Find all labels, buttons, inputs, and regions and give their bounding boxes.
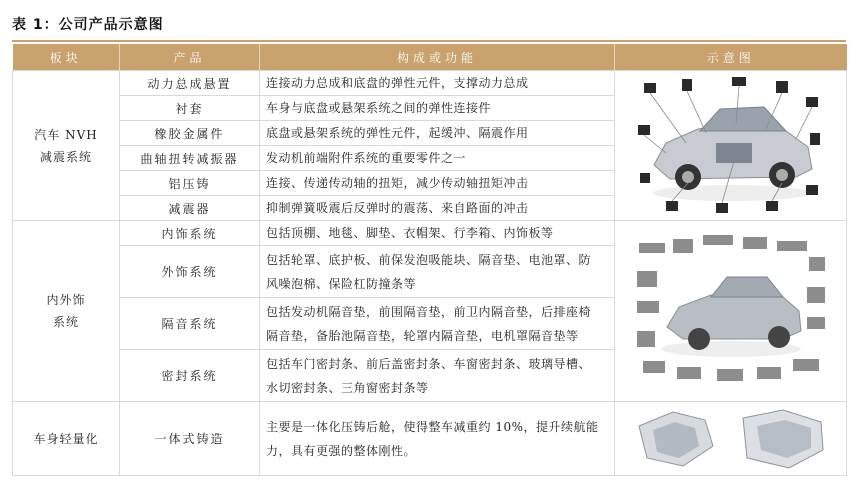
caption-rule xyxy=(12,40,846,42)
product-function: 底盘或悬架系统的弹性元件，起缓冲、隔震作用 xyxy=(260,121,615,146)
header-function: 构成或功能 xyxy=(260,44,615,71)
table-row xyxy=(13,402,847,476)
product-function: 连接、传递传动轴的扭矩，减少传动轴扭矩冲击 xyxy=(260,171,615,196)
product-table xyxy=(12,44,847,476)
product-name: 动力总成悬置 xyxy=(120,71,260,96)
product-function: 连接动力总成和底盘的弹性元件，支撑动力总成 xyxy=(260,71,615,96)
header-illustration: 示意图 xyxy=(615,44,847,71)
product-name: 曲轴扭转减振器 xyxy=(120,146,260,171)
product-name: 一体式铸造 xyxy=(120,402,260,476)
block-interior-exterior: 内外饰 系统 xyxy=(13,221,120,402)
product-name: 橡胶金属件 xyxy=(120,121,260,146)
table-caption: 表 1：公司产品示意图 xyxy=(12,17,164,33)
product-function: 包括发动机隔音垫，前围隔音垫，前卫内隔音垫，后排座椅 隔音垫，备胎池隔音垫，轮罩内隔音垫，电机罩隔音垫等 xyxy=(260,298,615,350)
product-function: 发动机前端附件系统的重要零件之一 xyxy=(260,146,615,171)
header-row xyxy=(13,44,847,71)
block-lightweight: 车身轻量化 xyxy=(13,402,120,476)
product-name: 密封系统 xyxy=(120,350,260,402)
die-casting-parts-icon xyxy=(633,406,829,472)
header-product: 产品 xyxy=(120,44,260,71)
product-function: 抑制弹簧吸震后反弹时的震荡、来自路面的冲击 xyxy=(260,196,615,221)
product-function: 主要是一体化压铸后舱，使得整车减重约 10%，提升续航能 力，具有更强的整体刚性。 xyxy=(260,402,615,476)
block-nvh: 汽车 NVH 减震系统 xyxy=(13,71,120,221)
trim-car-image xyxy=(615,221,847,402)
car-nvh-parts-icon xyxy=(636,73,826,219)
header-block: 板块 xyxy=(13,44,120,71)
product-name: 铝压铸 xyxy=(120,171,260,196)
casting-image xyxy=(615,402,847,476)
product-name: 外饰系统 xyxy=(120,246,260,298)
product-function: 包括顶棚、地毯、脚垫、衣帽架、行李箱、内饰板等 xyxy=(260,221,615,246)
nvh-car-image xyxy=(615,71,847,221)
product-name: 隔音系统 xyxy=(120,298,260,350)
product-function: 车身与底盘或悬架系统之间的弹性连接件 xyxy=(260,96,615,121)
product-function: 包括轮罩、底护板、前保发泡吸能块、隔音垫、电池罩、防 风噪泡棉、保险杠防撞条等 xyxy=(260,246,615,298)
product-name: 内饰系统 xyxy=(120,221,260,246)
table-row xyxy=(13,71,847,96)
product-name: 减震器 xyxy=(120,196,260,221)
car-trim-parts-icon xyxy=(633,231,829,391)
product-name: 衬套 xyxy=(120,96,260,121)
product-function: 包括车门密封条、前后盖密封条、车窗密封条、玻璃导槽、 水切密封条、三角窗密封条等 xyxy=(260,350,615,402)
table-row xyxy=(13,221,847,246)
